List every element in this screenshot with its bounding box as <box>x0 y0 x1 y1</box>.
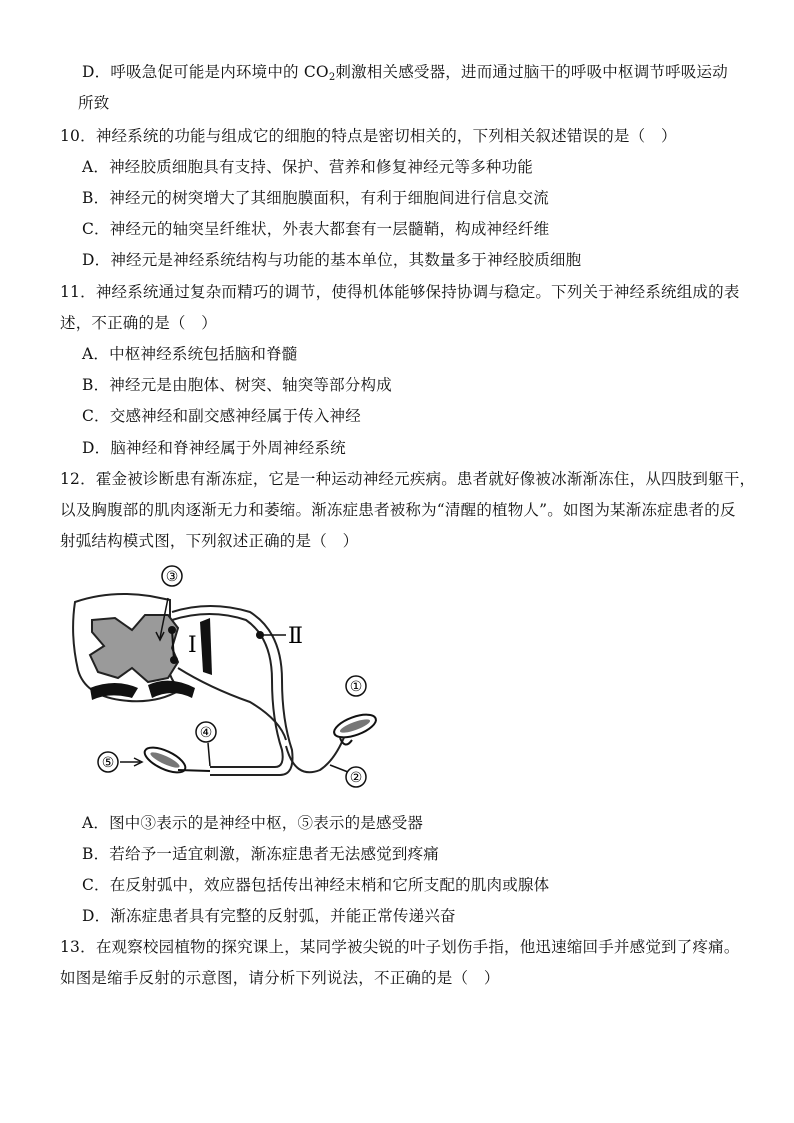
q9-option-d-text-cont: 刺激相关感受器，进而通过脑干的呼吸中枢调节呼吸运动 <box>335 63 728 81</box>
grey-matter <box>90 615 178 682</box>
q12-stem-line1: 12．霍金被诊断患有渐冻症，它是一种运动神经元疾病。患者就好像被冰渐渐冻住，从四肢到躯干， <box>60 470 756 488</box>
q12-option-d[interactable]: D．渐冻症患者具有完整的反射弧，并能正常传递兴奋 <box>82 907 456 925</box>
label-4-pointer <box>208 743 210 766</box>
q9-option-d-text: D．呼吸急促可能是内环境中的 CO <box>82 63 329 81</box>
q12-stem-line2: 以及胸腹部的肌肉逐渐无力和萎缩。渐冻症患者被称为“清醒的植物人”。如图为某渐冻症患者的反 <box>60 501 736 519</box>
q11-option-a[interactable]: A．中枢神经系统包括脑和脊髓 <box>82 345 298 363</box>
q12-option-a[interactable]: A．图中③表示的是神经中枢，⑤表示的是感受器 <box>82 814 424 832</box>
label-2-pointer <box>330 765 348 772</box>
q11-stem-line2: 述，不正确的是（ ） <box>60 314 218 332</box>
q10-option-c[interactable]: C．神经元的轴突呈纤维状，外表大都套有一层髓鞘，构成神经纤维 <box>82 220 550 238</box>
q9-option-d-line2: 所致 <box>78 94 110 112</box>
q10-stem: 10．神经系统的功能与组成它的细胞的特点是密切相关的，下列相关叙述错误的是（ ） <box>60 127 677 145</box>
label-4: ④ <box>199 725 213 741</box>
q9-option-d-line1 <box>82 62 728 88</box>
q11-option-b[interactable]: B．神经元是由胞体、树突、轴突等部分构成 <box>82 376 392 394</box>
q10-option-b[interactable]: B．神经元的树突增大了其细胞膜面积，有利于细胞间进行信息交流 <box>82 189 549 207</box>
label-5: ⑤ <box>101 755 115 771</box>
q11-option-d[interactable]: D．脑神经和脊神经属于外周神经系统 <box>82 439 346 457</box>
q11-stem-line1: 11．神经系统通过复杂而精巧的调节，使得机体能够保持协调与稳定。下列关于神经系统组成的表 <box>60 283 740 301</box>
label-1: ① <box>349 679 363 695</box>
ventral-horn-shape-left <box>90 683 138 700</box>
efferent-fiber <box>178 668 286 740</box>
reflex-arc-figure <box>60 560 390 800</box>
q10-option-a[interactable]: A．神经胶质细胞具有支持、保护、营养和修复神经元等多种功能 <box>82 158 533 176</box>
q12-stem-line3: 射弧结构模式图，下列叙述正确的是（ ） <box>60 532 359 550</box>
q12-option-b[interactable]: B．若给予一适宜刺激，渐冻症患者无法感觉到疼痛 <box>82 845 439 863</box>
q11-option-c[interactable]: C．交感神经和副交感神经属于传入神经 <box>82 407 361 425</box>
label-2: ② <box>349 770 363 786</box>
co2-subscript: 2 <box>328 72 336 83</box>
label-3: ③ <box>165 569 179 585</box>
label-roman-2: Ⅱ <box>288 624 303 649</box>
ganglion-shape <box>200 618 212 675</box>
q13-stem-line1: 13．在观察校园植物的探究课上，某同学被尖锐的叶子划伤手指，他迅速缩回手并感觉到了疼痛。 <box>60 938 740 956</box>
q10-option-d[interactable]: D．神经元是神经系统结构与功能的基本单位，其数量多于神经胶质细胞 <box>82 251 582 269</box>
effector-nerve-end <box>178 770 210 771</box>
label-roman-1: I <box>188 633 197 658</box>
q12-option-c[interactable]: C．在反射弧中，效应器包括传出神经末梢和它所支配的肌肉或腺体 <box>82 876 550 894</box>
q13-stem-line2: 如图是缩手反射的示意图，请分析下列说法，不正确的是（ ） <box>60 969 500 987</box>
